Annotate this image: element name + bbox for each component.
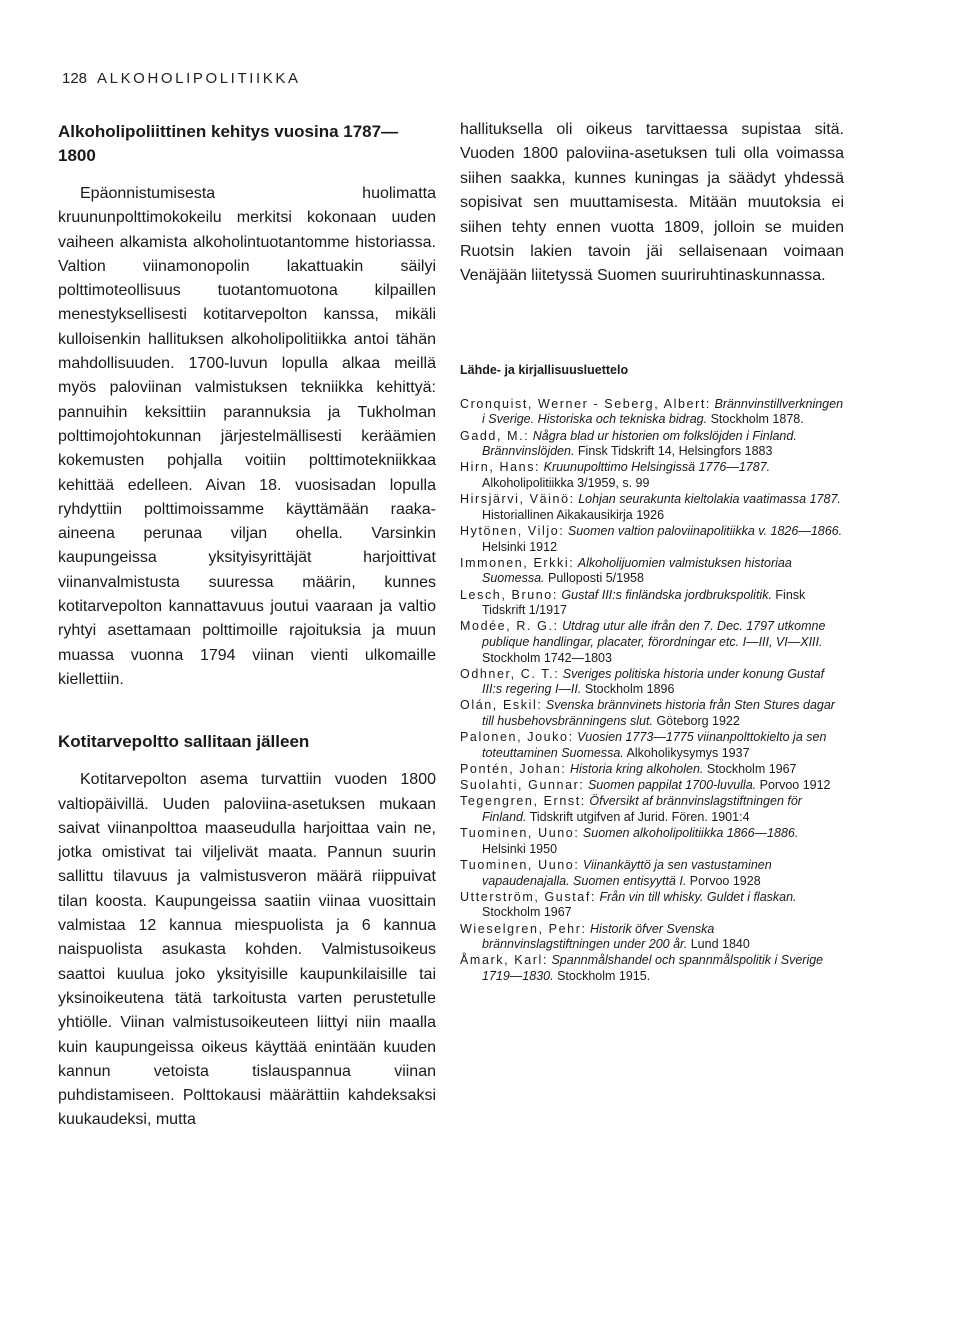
reference-publication: Alkoholikysymys 1937	[626, 745, 750, 760]
reference-entry	[460, 858, 844, 889]
reference-title: Lohjan seurakunta kieltolakia vaatimassa 1787.	[578, 492, 841, 507]
reference-publication: Göteborg 1922	[656, 714, 740, 729]
reference-publication: Porvoo 1928	[689, 873, 761, 888]
reference-author: Modée, R. G.:	[460, 619, 559, 634]
reference-title: Suomen valtion paloviinapolitiikka v. 1826—1866.	[567, 523, 843, 538]
reference-publication: Stockholm 1915.	[557, 968, 651, 983]
section2-paragraph: Kotitarvepolton asema turvattiin vuoden 1800 valtiopäivillä. Uuden paloviina-asetuksen mukaan saivat viinanpolttoa maaseudulla harjoittaa vain ne, jotka omistivat tai viljelivät maata. Pannun suurin sallittu tilavuus ja valmistusveron määrä riippuivat tilan koosta. Kaupungeissa saatiin viinaa vuosittain valmistaa 12 kannua miespuolista ja 6 kannua naispuolista asukasta kohden. Valmistusoikeus saattoi kuulua joko yksityisille kaupunkilaisille tai yksinoikeutena tätä tarkoitusta varten perustetulle yhtiölle. Viinan valmistusoikeuteen liittyi niin maalla kuin kaupungeissa oikeus käyttää enintään kuuden kannun vetoista tislauspannua viinan puhdistamiseen. Polttokausi määrättiin kahdeksaksi kuukaudeksi, mutta	[58, 771, 436, 1129]
running-title: ALKOHOLIPOLITIIKKA	[97, 70, 301, 87]
reference-title: Historia kring alkoholen.	[569, 762, 704, 777]
section-kotitarvepoltto	[58, 730, 436, 1132]
reference-entry	[460, 890, 844, 921]
reference-publication: Historiallinen Aikakausikirja 1926	[482, 507, 665, 522]
left-column	[58, 120, 436, 1133]
reference-title: Några blad ur historien om folkslöjden i Finland. Brännvinslöjden.	[482, 428, 797, 459]
reference-publication: Helsinki 1950	[482, 841, 558, 856]
page-number: 128	[62, 70, 88, 87]
reference-publication: Stockholm 1742—1803	[482, 650, 612, 665]
section-alkoholipoliittinen-kehitys	[58, 120, 436, 692]
reference-entry	[460, 556, 844, 587]
reference-entry	[460, 762, 844, 778]
section1-paragraph: Epäonnistumisesta huolimatta kruununpolttimokokeilu merkitsi kokonaan uuden vaiheen alkamista alkoholintuotantomme historiassa. Valtion viinamonopolin lakattuakin säilyi polttimoteollisuus tuotantomuotona kilpaillen menestyksellisesti kotitarvepolton kanssa, mikäli kulloisenkin hallituksen alkoholipolitiikka antoi tähän mahdollisuuden. 1700-luvun lopulla alkaa meillä myös paloviinan valmistuksen tekniikka kehittyä: pannuihin keksittiin parannuksia ja Tukholman polttimojohtokunnan järjestelmällisesti keräämien kokemusten pohjalla voitiin polttimotekniikkaa kehittää edelleen. Aivan 18. vuosisadan lopulla ryhdyttiin polttimoissamme käyttämään raaka-aineena perunaa viljan ohella. Varsinkin kaupungeissa yksityisyrittäjät harjoittivat viinanvalmistusta suuressa määrin, kunnes kotitarvepolton kannattavuus joutui vaaraan ja valtio ryhtyi asettamaan polttimoille rajoituksia ja muun muassa vuonna 1794 viinan vienti ulkomaille kiellettiin.	[58, 185, 436, 688]
reference-entry	[460, 524, 844, 555]
reference-entry	[460, 492, 844, 523]
reference-author: Tegengren, Ernst:	[460, 794, 586, 809]
reference-author: Palonen, Jouko:	[460, 730, 574, 745]
reference-entry	[460, 619, 844, 666]
reference-publication: Tidskrift utgifven af Jurid. Fören. 1901:4	[529, 810, 750, 824]
reference-author: Hirsjärvi, Väinö:	[460, 492, 575, 507]
reference-entry	[460, 667, 844, 698]
reference-entry	[460, 698, 844, 729]
reference-publication: Porvoo 1912	[759, 778, 831, 793]
reference-author: Utterström, Gustaf:	[460, 889, 596, 904]
reference-author: Tuominen, Uuno:	[460, 826, 580, 841]
reference-publication: Stockholm 1967	[706, 762, 797, 777]
reference-publication: Alkoholipolitiikka 3/1959, s. 99	[482, 476, 650, 490]
reference-title: Från vin till whisky. Guldet i flaskan.	[599, 889, 797, 904]
section2-heading: Kotitarvepoltto sallitaan jälleen	[58, 732, 310, 752]
reference-author: Wieselgren, Pehr:	[460, 921, 587, 936]
reference-author: Odhner, C. T.:	[460, 666, 560, 681]
reference-publication: Lund 1840	[690, 937, 750, 952]
reference-author: Lesch, Bruno:	[460, 587, 558, 602]
reference-title: Kruunupolttimo Helsingissä 1776—1787.	[543, 460, 771, 475]
reference-author: Suolahti, Gunnar:	[460, 778, 585, 793]
reference-entry	[460, 778, 844, 794]
reference-title: Spannmålshandel och spannmålspolitik i Sverige 1719—1830.	[482, 953, 824, 983]
reference-publication: Helsinki 1912	[482, 539, 558, 554]
reference-entry	[460, 460, 844, 491]
reference-author: Hirn, Hans:	[460, 460, 541, 475]
reference-entry	[460, 922, 844, 953]
reference-title: Sveriges politiska historia under konung Gustaf III:s regering I—II.	[482, 666, 825, 697]
reference-entry	[460, 588, 844, 619]
reference-author: Olán, Eskil:	[460, 698, 543, 713]
right-column	[460, 118, 844, 985]
reference-title: Historik öfver Svenska brännvinslagstiftningen under 200 år.	[482, 921, 715, 952]
reference-publication: Finsk Tidskrift 1/1917	[482, 587, 806, 618]
reference-title: Svenska brännvinets historia från Sten Stures dagar till husbehovsbränningens slut.	[482, 698, 835, 729]
reference-title: Suomen pappilat 1700-luvulla.	[587, 778, 757, 793]
reference-entry	[460, 429, 844, 460]
reference-author: Tuominen, Uuno:	[460, 857, 580, 872]
references-heading: Lähde- ja kirjallisuusluettelo	[460, 362, 629, 377]
reference-title: Vuosien 1773—1775 viinanpolttokielto ja sen toteuttaminen Suomessa.	[482, 730, 827, 760]
reference-title: Suomen alkoholipolitiikka 1866—1886.	[582, 826, 799, 841]
reference-title: Öfversikt af brännvinslagstiftningen för Finland.	[482, 794, 802, 824]
reference-title: Viinankäyttö ja sen vastustaminen vapaudenajalla. Suomen entisyyttä I.	[482, 857, 772, 888]
reference-entry	[460, 826, 844, 857]
reference-title: Utdrag utur alle ifrån den 7. Dec. 1797 utkomne publique handlingar, placater, förordningar etc. I—III, VI—XIII.	[482, 619, 826, 649]
reference-author: Åmark, Karl:	[460, 953, 548, 968]
reference-publication: Stockholm 1896	[584, 682, 675, 697]
reference-entry	[460, 730, 844, 761]
reference-entry	[460, 794, 844, 825]
reference-entry	[460, 397, 844, 428]
reference-author: Gadd, M.:	[460, 428, 530, 443]
reference-list	[460, 397, 844, 985]
reference-author: Pontén, Johan:	[460, 762, 567, 777]
reference-publication: Stockholm 1967	[482, 905, 572, 920]
running-head	[62, 70, 301, 87]
reference-author: Immonen, Erkki:	[460, 555, 575, 570]
reference-publication: Finsk Tidskrift 14, Helsingfors 1883	[577, 444, 773, 459]
reference-author: Hytönen, Viljo:	[460, 523, 565, 538]
reference-publication: Pulloposti 5/1958	[548, 571, 644, 586]
reference-title: Alkoholijuomien valmistuksen historiaa Suomessa.	[482, 555, 792, 586]
reference-title: Brännvinstillverkningen i Sverige. Historiska och tekniska bidrag.	[482, 396, 844, 427]
section2-continuation: hallituksella oli oikeus tarvittaessa supistaa sitä. Vuoden 1800 paloviina-asetuksen tuli olla voimassa siihen saakka, kunnes kuningas ja säädyt yhdessä sopisivat sen muuttamisesta. Mitään muutoksia ei siihen tehty ennen vuotta 1809, jolloin se muiden Ruotsin lakien tavoin jäi sellaisenaan voimaan Venäjään liitetyssä Suomen suuriruhtinaskunnassa.	[460, 121, 844, 285]
reference-entry	[460, 953, 844, 984]
reference-author: Cronquist, Werner - Seberg, Albert:	[460, 396, 711, 411]
reference-title: Gustaf III:s finländska jordbrukspolitik.	[561, 587, 772, 602]
section1-heading: Alkoholipoliittinen kehitys vuosina 1787—1800	[58, 122, 399, 165]
reference-publication: Stockholm 1878.	[710, 412, 804, 427]
